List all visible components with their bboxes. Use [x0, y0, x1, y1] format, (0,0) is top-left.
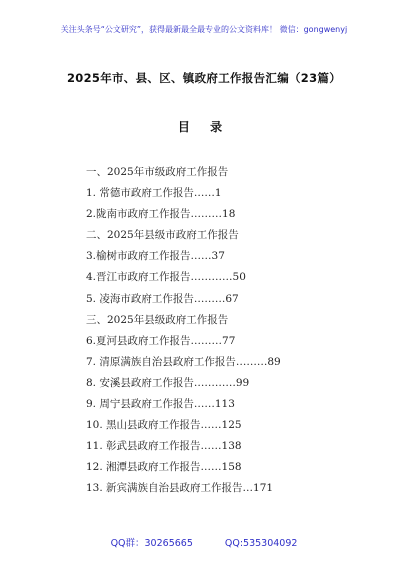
toc-entry: 12. 湘潭县政府工作报告……158: [86, 461, 242, 474]
toc-entry: 2.陇南市政府工作报告………18: [86, 208, 236, 221]
document-title: 2025年市、县、区、镇政府工作报告汇编（23篇）: [66, 71, 341, 85]
toc-entry: 6.夏河县政府工作报告………77: [86, 334, 236, 347]
toc-entry: 9. 周宁县政府工作报告……113: [86, 398, 235, 411]
toc-section-municipal: 一、2025年市级政府工作报告: [86, 166, 229, 178]
toc-entry: 11. 彰武县政府工作报告……138: [86, 440, 242, 453]
contact-footer: [0, 535, 408, 549]
toc-entry: 10. 黑山县政府工作报告……125: [86, 419, 242, 432]
toc-entry: 5. 凌海市政府工作报告………67: [86, 292, 239, 305]
toc-heading: 目 录: [177, 120, 231, 134]
qq-group-text: QQ群：30265665: [110, 538, 193, 549]
qq-number-text: QQ:535304092: [224, 538, 298, 549]
toc-entry: 1. 常德市政府工作报告……1: [86, 187, 222, 200]
toc-entry: 4.晋江市政府工作报告…………50: [86, 271, 246, 284]
toc-section-county: 三、2025年县级政府工作报告: [86, 313, 229, 326]
toc-entry: 8. 安溪县政府工作报告…………99: [86, 376, 250, 389]
toc-entry: 7. 清原满族自治县政府工作报告………89: [86, 355, 281, 368]
table-of-contents: [86, 162, 386, 500]
promo-banner: 关注头条号“公文研究”，获得最新最全最专业的公文资料库！ 微信：gongwenyj: [60, 25, 348, 34]
toc-section-county-city: 二、2025年县级市政府工作报告: [86, 229, 239, 242]
toc-entry: 3.榆树市政府工作报告……37: [86, 250, 225, 263]
toc-entry: 13. 新宾满族自治县政府工作报告…171: [86, 482, 274, 495]
